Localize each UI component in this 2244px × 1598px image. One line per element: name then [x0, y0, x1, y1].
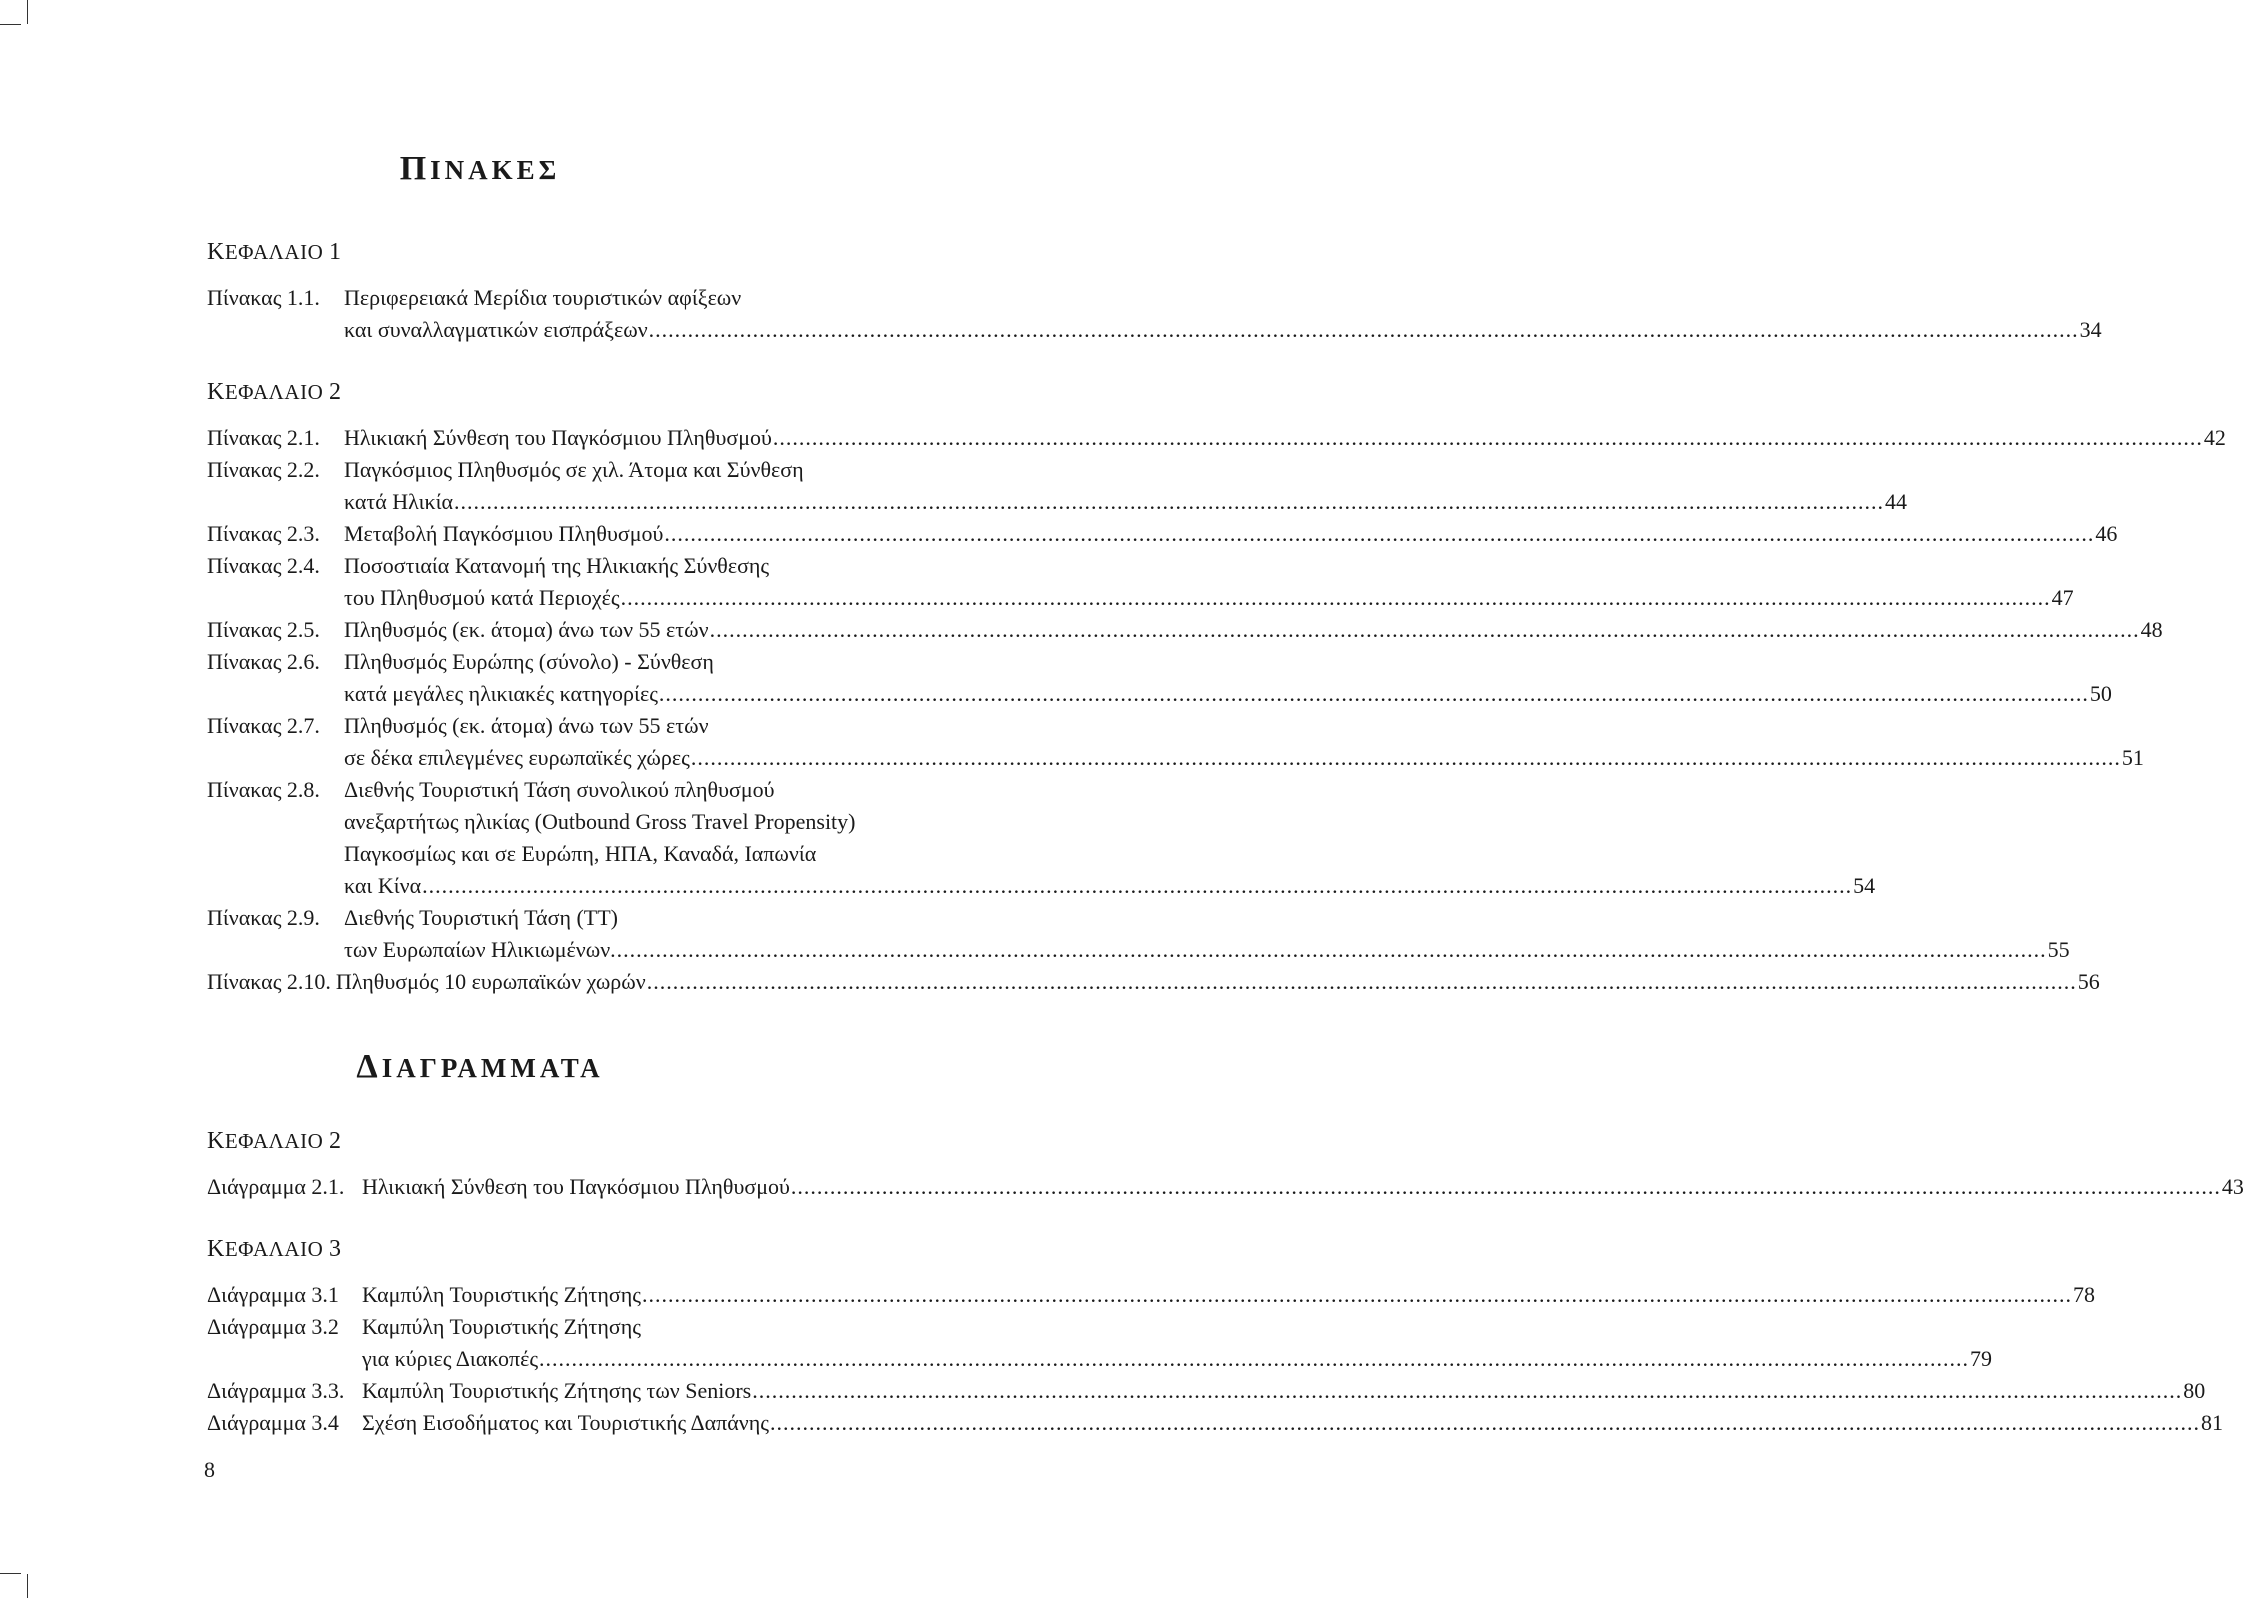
- dot-leader: ............................................................................................................................................................................................................................: [664, 521, 2095, 546]
- entry-title-line: κατά Ηλικία: [344, 489, 454, 514]
- entry-page-number: 50: [2089, 681, 2112, 706]
- entry-label: Πίνακας 2.6.: [207, 649, 320, 674]
- entry-title-line: Ποσοστιαία Κατανομή της Ηλικιακής Σύνθεσης: [344, 553, 770, 578]
- entry-label: Πίνακας 2.3.: [207, 521, 320, 546]
- entry-title-line: Πληθυσμός 10 ευρωπαϊκών χωρών: [335, 969, 646, 994]
- toc-entry[interactable]: [207, 902, 2070, 966]
- entry-title-line: Πληθυσμός (εκ. άτομα) άνω των 55 ετών: [344, 713, 709, 738]
- tables-section-title: ΠΙΝΑΚΕΣ: [399, 150, 561, 187]
- toc-entry[interactable]: [207, 282, 2102, 346]
- entry-page-number: 81: [2200, 1410, 2223, 1435]
- entry-label: Πίνακας 2.1.: [207, 425, 320, 450]
- entry-page-number: 51: [2121, 745, 2144, 770]
- dot-leader: ............................................................................................................................................................................................................................: [769, 1410, 2200, 1435]
- chapter-group: [207, 1233, 2223, 1439]
- dot-leader: ............................................................................................................................................................................................................................: [646, 969, 2077, 994]
- entry-label: Πίνακας 2.5.: [207, 617, 320, 642]
- toc-entry[interactable]: [207, 646, 2112, 710]
- entry-title-line: και συναλλαγματικών εισπράξεων: [344, 317, 648, 342]
- toc-entry[interactable]: [207, 518, 2118, 550]
- entry-label: Πίνακας 2.2.: [207, 457, 320, 482]
- dot-leader: ............................................................................................................................................................................................................................: [641, 1282, 2072, 1307]
- entry-page-number: 48: [2140, 617, 2163, 642]
- entry-page-number: 42: [2203, 425, 2226, 450]
- entry-page-number: 80: [2183, 1378, 2206, 1403]
- dot-leader: ............................................................................................................................................................................................................................: [648, 317, 2079, 342]
- chapter-heading: ΚΕΦΑΛΑΙΟ 3: [207, 1236, 342, 1262]
- entry-title-line: Σχέση Εισοδήματος και Τουριστικής Δαπάνης: [362, 1410, 769, 1435]
- dot-leader: ............................................................................................................................................................................................................................: [790, 1174, 2221, 1199]
- entry-title-line: Παγκοσμίως και σε Ευρώπη, ΗΠΑ, Καναδά, Ιαπωνία: [344, 841, 817, 866]
- chapter-group: [207, 1125, 2244, 1203]
- page-number: 8: [204, 1457, 215, 1482]
- toc-entry[interactable]: [207, 550, 2074, 614]
- entry-label: Πίνακας 1.1.: [207, 285, 320, 310]
- crop-mark: [27, 1574, 28, 1598]
- entry-title-line: κατά μεγάλες ηλικιακές κατηγορίες: [344, 681, 658, 706]
- dot-leader: ............................................................................................................................................................................................................................: [620, 585, 2051, 610]
- entry-label: Πίνακας 2.7.: [207, 713, 320, 738]
- toc-entry[interactable]: [207, 1171, 2244, 1203]
- dot-leader: ............................................................................................................................................................................................................................: [422, 873, 1853, 898]
- toc-entry[interactable]: [207, 966, 2100, 998]
- dot-leader: ............................................................................................................................................................................................................................: [454, 489, 1885, 514]
- crop-mark: [27, 0, 28, 24]
- toc-entry[interactable]: [207, 1375, 2206, 1407]
- entry-title-line: Ηλικιακή Σύνθεση του Παγκόσμιου Πληθυσμού: [344, 425, 772, 450]
- entry-title-line: του Πληθυσμού κατά Περιοχές: [344, 585, 620, 610]
- dot-leader: ............................................................................................................................................................................................................................: [709, 617, 2140, 642]
- toc-entry[interactable]: [207, 774, 1876, 902]
- entry-title-line: Διεθνής Τουριστική Τάση (ΤΤ): [344, 905, 618, 930]
- entry-label: Διάγραμμα 3.4: [207, 1410, 339, 1435]
- crop-mark: [0, 24, 21, 25]
- entry-label: Διάγραμμα 3.1: [207, 1282, 339, 1307]
- entry-title-line: Παγκόσμιος Πληθυσμός σε χιλ. Άτομα και Σύνθεση: [344, 457, 804, 482]
- dot-leader: ............................................................................................................................................................................................................................: [658, 681, 2089, 706]
- entry-label: Διάγραμμα 3.2: [207, 1314, 339, 1339]
- tables-list: [207, 236, 2226, 998]
- toc-entry[interactable]: [207, 710, 2144, 774]
- entry-page-number: 56: [2077, 969, 2100, 994]
- entry-page-number: 34: [2079, 317, 2102, 342]
- entry-title-line: και Κίνα: [344, 873, 422, 898]
- entry-label: Διάγραμμα 3.3.: [207, 1378, 345, 1403]
- crop-mark: [0, 1573, 21, 1574]
- entry-page-number: 54: [1853, 873, 1876, 898]
- entry-title-line: Καμπύλη Τουριστικής Ζήτησης: [362, 1314, 641, 1339]
- entry-title-line: Πληθυσμός (εκ. άτομα) άνω των 55 ετών: [344, 617, 709, 642]
- entry-title-line: Καμπύλη Τουριστικής Ζήτησης: [362, 1282, 641, 1307]
- entry-title-line: Καμπύλη Τουριστικής Ζήτησης των Seniors: [362, 1378, 752, 1403]
- entry-label: Πίνακας 2.8.: [207, 777, 320, 802]
- entry-page-number: 47: [2051, 585, 2074, 610]
- dot-leader: ............................................................................................................................................................................................................................: [772, 425, 2203, 450]
- entry-title-line: σε δέκα επιλεγμένες ευρωπαϊκές χώρες: [344, 745, 690, 770]
- chapter-group: [207, 376, 2226, 998]
- entry-title-line: Μεταβολή Παγκόσμιου Πληθυσμού: [344, 521, 664, 546]
- entry-title-line: Ηλικιακή Σύνθεση του Παγκόσμιου Πληθυσμού: [362, 1174, 790, 1199]
- dot-leader: ............................................................................................................................................................................................................................: [539, 1346, 1970, 1371]
- entry-label: Πίνακας 2.4.: [207, 553, 320, 578]
- entry-title-line: Διεθνής Τουριστική Τάση συνολικού πληθυσμού: [344, 777, 775, 802]
- dot-leader: ............................................................................................................................................................................................................................: [616, 937, 2047, 962]
- chapter-heading: ΚΕΦΑΛΑΙΟ 1: [207, 239, 342, 265]
- entry-title-line: ανεξαρτήτως ηλικίας (Outbound Gross Travel Propensity): [344, 809, 856, 834]
- chapter-heading: ΚΕΦΑΛΑΙΟ 2: [207, 1128, 342, 1154]
- entry-title-line: Περιφερειακά Μερίδια τουριστικών αφίξεων: [344, 285, 742, 310]
- chapter-group: [207, 236, 2102, 346]
- entry-label: Διάγραμμα 2.1.: [207, 1174, 345, 1199]
- entry-page-number: 46: [2095, 521, 2118, 546]
- entry-page-number: 44: [1885, 489, 1908, 514]
- toc-entry[interactable]: [207, 454, 1908, 518]
- dot-leader: ............................................................................................................................................................................................................................: [752, 1378, 2183, 1403]
- entry-title-line: των Ευρωπαίων Ηλικιωμένων.: [344, 937, 616, 962]
- diagrams-list: [207, 1125, 2244, 1439]
- entry-page-number: 43: [2221, 1174, 2244, 1199]
- entry-title-line: για κύριες Διακοπές: [362, 1346, 539, 1371]
- entry-label: Πίνακας 2.10.: [207, 969, 331, 994]
- entry-page-number: 55: [2047, 937, 2070, 962]
- toc-entry[interactable]: [207, 1311, 1993, 1375]
- toc-entry[interactable]: [207, 422, 2226, 454]
- dot-leader: ............................................................................................................................................................................................................................: [690, 745, 2121, 770]
- toc-entry[interactable]: [207, 1279, 2095, 1311]
- entry-title-line: Πληθυσμός Ευρώπης (σύνολο) - Σύνθεση: [344, 649, 714, 674]
- entry-page-number: 79: [1970, 1346, 1993, 1371]
- entry-page-number: 78: [2072, 1282, 2095, 1307]
- toc-entry[interactable]: [207, 614, 2163, 646]
- chapter-heading: ΚΕΦΑΛΑΙΟ 2: [207, 379, 342, 405]
- toc-entry[interactable]: [207, 1407, 2223, 1439]
- entry-label: Πίνακας 2.9.: [207, 905, 320, 930]
- diagrams-section-title: ΔΙΑΓΡΑΜΜΑΤΑ: [356, 1048, 604, 1085]
